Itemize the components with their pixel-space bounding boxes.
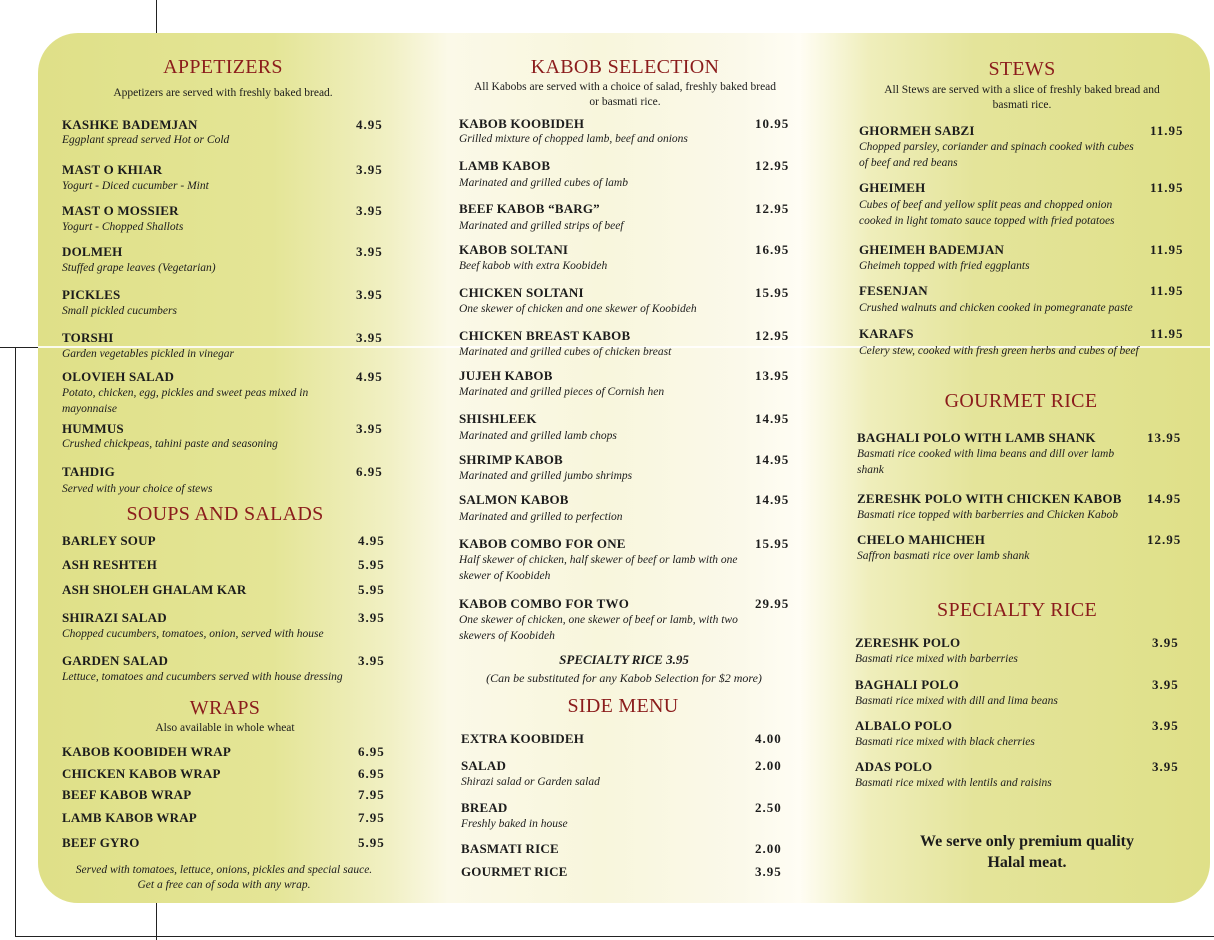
menu-item-name: KABOB COMBO FOR TWO xyxy=(459,596,630,611)
menu-item-name: SHRIMP KABOB xyxy=(459,452,563,467)
menu-item-price: 10.95 xyxy=(755,116,790,131)
menu-item-description: Marinated and grilled cubes of lamb xyxy=(459,177,628,189)
kabob-subtitle: All Kabobs are served with a choice of salad, freshly baked bread or basmati rice. xyxy=(473,81,777,108)
menu-item-price: 11.95 xyxy=(1150,180,1184,195)
menu-item-price: 3.95 xyxy=(356,330,383,345)
menu-item-price: 5.95 xyxy=(358,557,385,572)
menu-item-name: PICKLES xyxy=(62,287,121,302)
menu-item-price: 11.95 xyxy=(1150,123,1184,138)
menu-item-name: KABOB KOOBIDEH xyxy=(459,116,585,131)
menu-item-description: Marinated and grilled strips of beef xyxy=(459,220,624,232)
menu-item-price: 3.95 xyxy=(356,421,383,436)
menu-item-description: Marinated and grilled lamb chops xyxy=(459,430,617,442)
menu-item-name: DOLMEH xyxy=(62,244,123,259)
menu-item-name: BEEF GYRO xyxy=(62,835,140,850)
menu-item-description: Basmati rice mixed with dill and lima beans xyxy=(855,695,1058,707)
menu-item-price: 14.95 xyxy=(1147,491,1182,506)
stews-heading: STEWS xyxy=(988,58,1056,80)
menu-item-price: 7.95 xyxy=(358,787,385,802)
menu-item-description: Crushed chickpeas, tahini paste and seasoning xyxy=(62,438,278,450)
menu-item-name: OLOVIEH SALAD xyxy=(62,369,175,384)
menu-item-description: Served with your choice of stews xyxy=(62,483,213,495)
menu-item-price: 3.95 xyxy=(358,653,385,668)
menu-item-price: 14.95 xyxy=(755,492,790,507)
menu-item-description: Small pickled cucumbers xyxy=(62,305,177,317)
menu-item-name: ASH RESHTEH xyxy=(62,557,158,572)
menu-item-name: EXTRA KOOBIDEH xyxy=(461,731,585,746)
wraps-footer: Served with tomatoes, lettuce, onions, pickles and special sauce. xyxy=(75,864,373,876)
menu-item-name: KARAFS xyxy=(859,326,914,341)
appetizers-subtitle: Appetizers are served with freshly baked bread. xyxy=(113,87,333,99)
specialty-rice-note: SPECIALTY RICE 3.95 xyxy=(559,652,689,667)
menu-item-description: Marinated and grilled jumbo shrimps xyxy=(459,470,633,482)
menu-item-price: 12.95 xyxy=(755,201,790,216)
menu-item-name: TORSHI xyxy=(62,330,114,345)
menu-item-price: 2.00 xyxy=(755,758,782,773)
menu-item-name: TAHDIG xyxy=(62,464,115,479)
crop-mark xyxy=(15,936,1214,937)
wraps-subtitle: Also available in whole wheat xyxy=(155,722,295,734)
menu-item-description: One skewer of chicken, one skewer of beef or lamb, with two skewers of Koobideh xyxy=(459,614,738,642)
menu-item-description: One skewer of chicken and one skewer of Koobideh xyxy=(459,303,697,315)
menu-item-description: Garden vegetables pickled in vinegar xyxy=(62,348,235,360)
menu-item-name: BAGHALI POLO WITH LAMB SHANK xyxy=(857,430,1096,445)
menu-item-price: 12.95 xyxy=(1147,532,1182,547)
menu-item-price: 3.95 xyxy=(358,610,385,625)
menu-item-price: 14.95 xyxy=(755,411,790,426)
menu-item-description: Celery stew, cooked with fresh green herbs and cubes of beef xyxy=(859,345,1139,357)
menu-item-price: 13.95 xyxy=(755,368,790,383)
crop-mark xyxy=(15,348,16,937)
menu-item-price: 11.95 xyxy=(1150,242,1184,257)
menu-item-description: Stuffed grape leaves (Vegetarian) xyxy=(62,262,216,274)
menu-item-name: CHICKEN KABOB WRAP xyxy=(62,766,221,781)
menu-item-price: 12.95 xyxy=(755,158,790,173)
gourmet-heading: GOURMET RICE xyxy=(944,390,1098,412)
menu-item-name: SALAD xyxy=(461,758,507,773)
menu-item-price: 3.95 xyxy=(356,244,383,259)
menu-item-description: Eggplant spread served Hot or Cold xyxy=(62,134,230,146)
menu-item-price: 3.95 xyxy=(356,287,383,302)
menu-item-description: Marinated and grilled pieces of Cornish hen xyxy=(459,386,665,398)
menu-item-name: KABOB SOLTANI xyxy=(459,242,569,257)
menu-item-description: Basmati rice cooked with lima beans and dill over lamb shank xyxy=(857,448,1115,476)
menu-item-price: 5.95 xyxy=(358,835,385,850)
menu-item-name: ZERESHK POLO xyxy=(855,635,961,650)
menu-item-name: SALMON KABOB xyxy=(459,492,569,507)
menu-item-price: 6.95 xyxy=(358,766,385,781)
menu-item-price: 3.95 xyxy=(356,162,383,177)
menu-item-name: LAMB KABOB WRAP xyxy=(62,810,197,825)
menu-item-name: BEEF KABOB “BARG” xyxy=(459,201,600,216)
soups-heading: SOUPS AND SALADS xyxy=(126,503,324,525)
menu-item-name: ASH SHOLEH GHALAM KAR xyxy=(62,582,247,597)
menu-item-description: Gheimeh topped with fried eggplants xyxy=(859,260,1030,272)
menu-item-name: HUMMUS xyxy=(62,421,124,436)
menu-item-name: GARDEN SALAD xyxy=(62,653,169,668)
halal-note-line: Halal meat. xyxy=(987,854,1067,871)
menu-item-price: 15.95 xyxy=(755,536,790,551)
menu-item-price: 4.95 xyxy=(356,369,383,384)
menu-item-name: GHEIMEH BADEMJAN xyxy=(859,242,1005,257)
menu-item-name: ADAS POLO xyxy=(855,759,933,774)
menu-item-name: ZERESHK POLO WITH CHICKEN KABOB xyxy=(857,491,1122,506)
menu-item-price: 14.95 xyxy=(755,452,790,467)
menu-item-price: 4.95 xyxy=(356,117,383,132)
stews-subtitle: All Stews are served with a slice of freshly baked bread and basmati rice. xyxy=(884,84,1160,111)
menu-item-description: Cubes of beef and yellow split peas and chopped onion cooked in light tomato sauce topped with fried potatoes xyxy=(859,199,1115,227)
menu-item-price: 4.00 xyxy=(755,731,782,746)
wraps-heading: WRAPS xyxy=(189,697,261,719)
menu-item-description: Potato, chicken, egg, pickles and sweet peas mixed in mayonnaise xyxy=(62,387,309,415)
kabob-heading: KABOB SELECTION xyxy=(530,56,720,78)
menu-item-price: 3.95 xyxy=(1152,759,1179,774)
menu-item-price: 29.95 xyxy=(755,596,790,611)
menu-item-price: 2.00 xyxy=(755,841,782,856)
menu-item-description: Beef kabob with extra Koobideh xyxy=(459,260,608,272)
menu-item-description: Saffron basmati rice over lamb shank xyxy=(857,550,1030,562)
menu-item-price: 3.95 xyxy=(1152,635,1179,650)
menu-item-name: KASHKE BADEMJAN xyxy=(62,117,198,132)
menu-item-description: Grilled mixture of chopped lamb, beef and onions xyxy=(459,133,688,145)
menu-item-price: 4.95 xyxy=(358,533,385,548)
menu-item-price: 5.95 xyxy=(358,582,385,597)
menu-item-description: Yogurt - Chopped Shallots xyxy=(62,221,184,233)
crop-mark xyxy=(156,0,157,33)
menu-item-price: 6.95 xyxy=(356,464,383,479)
menu-item-name: LAMB KABOB xyxy=(459,158,551,173)
menu-item-description: Basmati rice mixed with barberries xyxy=(855,653,1018,665)
menu-item-name: CHICKEN SOLTANI xyxy=(459,285,584,300)
menu-item-price: 13.95 xyxy=(1147,430,1182,445)
side-heading: SIDE MENU xyxy=(567,695,679,717)
menu-item-price: 11.95 xyxy=(1150,326,1184,341)
menu-item-name: CHELO MAHICHEH xyxy=(857,532,986,547)
menu-item-price: 3.95 xyxy=(755,864,782,879)
menu-item-description: Basmati rice mixed with lentils and raisins xyxy=(855,777,1052,789)
menu-item-description: Basmati rice topped with barberries and Chicken Kabob xyxy=(857,509,1118,521)
menu-item-description: Basmati rice mixed with black cherries xyxy=(855,736,1035,748)
menu-item-name: BREAD xyxy=(461,800,508,815)
appetizers-heading: APPETIZERS xyxy=(163,56,283,78)
menu-item-price: 3.95 xyxy=(1152,677,1179,692)
menu-item-name: GHORMEH SABZI xyxy=(859,123,975,138)
menu-item-description: Marinated and grilled cubes of chicken breast xyxy=(459,346,672,358)
menu-item-name: ALBALO POLO xyxy=(855,718,953,733)
menu-item-name: BARLEY SOUP xyxy=(62,533,156,548)
menu-item-name: SHIRAZI SALAD xyxy=(62,610,167,625)
menu-item-price: 11.95 xyxy=(1150,283,1184,298)
menu-item-description: Half skewer of chicken, half skewer of beef or lamb with one skewer of Koobideh xyxy=(459,554,738,582)
menu-item-description: Chopped cucumbers, tomatoes, onion, served with house xyxy=(62,628,324,640)
menu-item-name: KABOB COMBO FOR ONE xyxy=(459,536,626,551)
menu-item-name: CHICKEN BREAST KABOB xyxy=(459,328,631,343)
menu-item-price: 3.95 xyxy=(356,203,383,218)
crop-mark xyxy=(156,903,157,940)
menu-item-description: Freshly baked in house xyxy=(461,818,568,830)
menu-item-price: 3.95 xyxy=(1152,718,1179,733)
menu-item-description: Crushed walnuts and chicken cooked in pomegranate paste xyxy=(859,302,1133,314)
menu-item-name: BAGHALI POLO xyxy=(855,677,959,692)
menu-item-description: Shirazi salad or Garden salad xyxy=(461,776,600,788)
menu-item-description: Yogurt - Diced cucumber - Mint xyxy=(62,180,209,192)
menu-item-description: Marinated and grilled to perfection xyxy=(459,511,623,523)
menu-item-name: FESENJAN xyxy=(859,283,928,298)
specialty-heading: SPECIALTY RICE xyxy=(937,599,1097,621)
menu-item-name: MAST O KHIAR xyxy=(62,162,163,177)
menu-item-price: 15.95 xyxy=(755,285,790,300)
menu-item-name: JUJEH KABOB xyxy=(459,368,553,383)
menu-item-description: Chopped parsley, coriander and spinach cooked with cubes of beef and red beans xyxy=(859,141,1134,169)
menu-item-name: SHISHLEEK xyxy=(459,411,537,426)
menu-item-name: BEEF KABOB WRAP xyxy=(62,787,192,802)
specialty-rice-substitution-note: (Can be substituted for any Kabob Selection for $2 more) xyxy=(486,671,762,685)
menu-item-price: 6.95 xyxy=(358,744,385,759)
menu-item-price: 2.50 xyxy=(755,800,782,815)
menu-item-name: MAST O MOSSIER xyxy=(62,203,179,218)
menu-item-name: BASMATI RICE xyxy=(461,841,559,856)
menu-item-price: 7.95 xyxy=(358,810,385,825)
menu-item-description: Lettuce, tomatoes and cucumbers served with house dressing xyxy=(62,671,343,683)
menu-item-price: 12.95 xyxy=(755,328,790,343)
menu-item-name: GHEIMEH xyxy=(859,180,926,195)
halal-note-line: We serve only premium quality xyxy=(920,833,1134,850)
wraps-footer: Get a free can of soda with any wrap. xyxy=(137,879,311,891)
halal-note xyxy=(920,831,1134,873)
menu-item-name: GOURMET RICE xyxy=(461,864,568,879)
menu-item-name: KABOB KOOBIDEH WRAP xyxy=(62,744,231,759)
crop-mark xyxy=(0,347,38,348)
menu-item-price: 16.95 xyxy=(755,242,790,257)
